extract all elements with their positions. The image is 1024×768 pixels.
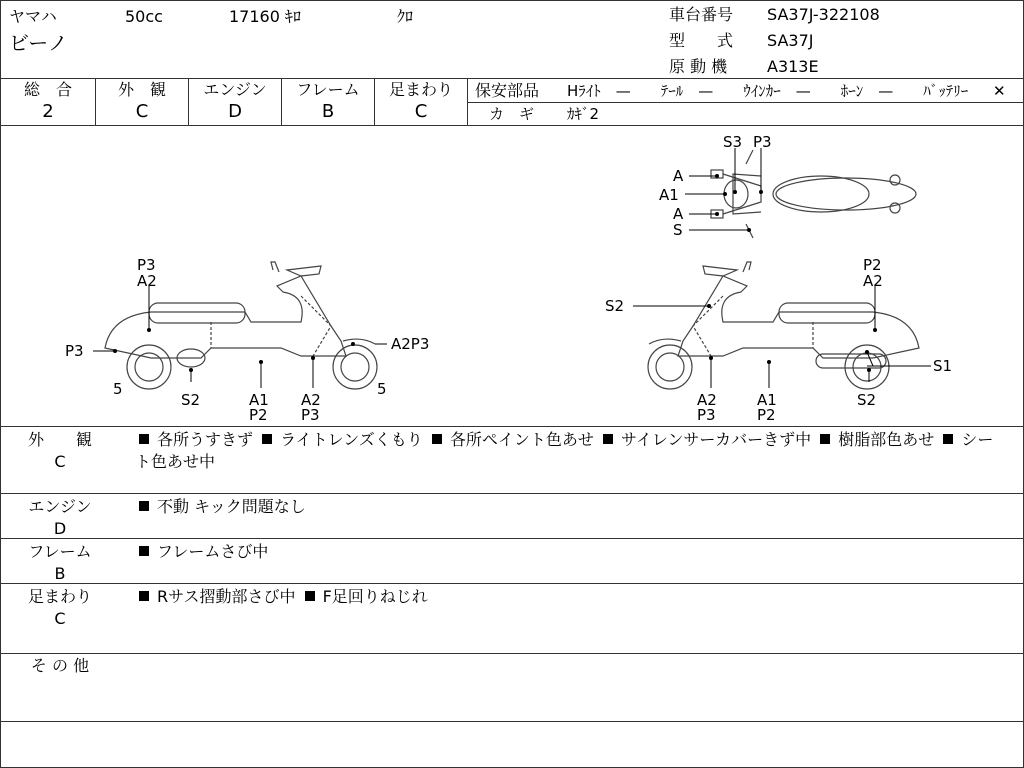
grade-suspension	[375, 79, 467, 125]
scooter-top-view	[711, 150, 916, 238]
label-a2: A2	[301, 391, 321, 409]
grade-label: 足まわり	[388, 80, 453, 99]
grade-value: C	[414, 101, 428, 122]
label-s2: S2	[857, 391, 877, 409]
suspension-notes	[135, 586, 1003, 608]
divider	[1, 721, 1023, 722]
divider	[1, 583, 1023, 584]
suspension-section-grade: C	[54, 609, 66, 628]
bullet	[139, 546, 149, 556]
engine-section-label: エンジン	[28, 497, 92, 516]
label-a: A	[673, 205, 684, 223]
other-section-label: そ の 他	[30, 656, 90, 675]
label-p2: P2	[249, 406, 268, 424]
divider	[1, 426, 1023, 427]
grade-overall	[1, 79, 95, 125]
grade-value: B	[321, 101, 335, 122]
leader-lines	[93, 148, 931, 388]
note-item: 不動 キック問題なし	[157, 497, 306, 516]
bullet	[139, 501, 149, 511]
label-s2: S2	[181, 391, 201, 409]
grade-label: 総 合	[23, 80, 72, 99]
bullet	[139, 591, 149, 601]
battery-status-mark: ✕	[993, 82, 1006, 100]
divider	[1, 538, 1023, 539]
bullet	[432, 434, 442, 444]
frame-section-grade: B	[54, 564, 66, 583]
engine-section-grade: D	[53, 519, 67, 538]
bullet	[139, 434, 149, 444]
label-a2p3: A2P3	[391, 335, 430, 353]
frame-no: SA37J-322108	[767, 5, 880, 24]
label-s2: S2	[605, 297, 625, 315]
label-a2: A2	[137, 272, 157, 290]
maker-name: ヤマハ	[9, 7, 57, 26]
engine-notes	[135, 496, 1003, 518]
note-item: 樹脂部色あせ	[838, 430, 935, 449]
damage-diagram	[1, 126, 1023, 426]
label-p3: P3	[697, 406, 716, 424]
label-s1: S1	[933, 357, 953, 375]
label-p3: P3	[753, 133, 772, 151]
body-color: ｸﾛ	[397, 7, 414, 26]
engine-label: 原 動 機	[669, 57, 728, 76]
divider	[1, 493, 1023, 494]
note-item: Rサス摺動部さび中	[157, 587, 296, 606]
divider	[1, 653, 1023, 654]
bullet	[603, 434, 613, 444]
note-item: サイレンサーカバーきず中	[620, 430, 812, 449]
label-a1: A1	[757, 391, 777, 409]
label-a1: A1	[659, 186, 679, 204]
grade-engine	[189, 79, 281, 125]
displacement: 50cc	[125, 7, 163, 26]
grade-label: 外 観	[117, 80, 166, 99]
key-label: カ ギ	[489, 105, 535, 123]
safety-parts-label: 保安部品	[475, 81, 540, 100]
grade-value: D	[228, 101, 242, 122]
label-a: A	[673, 167, 684, 185]
note-item: 各所うすきず	[157, 430, 254, 449]
model-name: ビーノ	[9, 31, 68, 55]
grade-value: 2	[42, 101, 54, 122]
label-p2: P2	[757, 406, 776, 424]
type-label: 型 式	[669, 31, 734, 50]
key-value: ｶｷﾞ2	[567, 105, 600, 123]
exterior-notes	[135, 429, 1003, 473]
type-value: SA37J	[767, 31, 814, 50]
bullet	[262, 434, 272, 444]
label-p3: P3	[65, 342, 84, 360]
bullet	[820, 434, 830, 444]
label-a2: A2	[697, 391, 717, 409]
label-5: 5	[377, 380, 387, 398]
label-s: S	[673, 221, 683, 239]
divider	[468, 102, 1023, 103]
label-a2: A2	[863, 272, 883, 290]
suspension-section-label: 足まわり	[27, 587, 92, 606]
grade-label: エンジン	[203, 80, 267, 99]
exterior-section-grade: C	[54, 452, 66, 471]
grade-value: C	[135, 101, 149, 122]
note-item: 各所ペイント色あせ	[449, 430, 594, 449]
damage-markers	[113, 174, 877, 372]
exterior-section-label: 外 観	[27, 430, 92, 449]
grade-label: フレーム	[296, 80, 360, 99]
label-a1: A1	[249, 391, 269, 409]
label-s3: S3	[723, 133, 743, 151]
grade-exterior	[96, 79, 188, 125]
grade-frame	[282, 79, 374, 125]
label-p3: P3	[137, 256, 156, 274]
mileage: 17160 ｷﾛ	[229, 7, 301, 26]
frame-no-label: 車台番号	[669, 5, 734, 24]
safety-parts-items: Hﾗｲﾄ — ﾃｰﾙ — ｳｲﾝｶｰ — ﾎｰﾝ — ﾊﾞｯﾃﾘｰ	[567, 82, 969, 100]
frame-section-label: フレーム	[28, 542, 92, 561]
frame-notes	[135, 541, 1003, 563]
note-item: ライトレンズくもり	[280, 430, 423, 449]
bullet	[943, 434, 953, 444]
label-p2: P2	[863, 256, 882, 274]
bullet	[305, 591, 315, 601]
note-item: フレームさび中	[157, 542, 269, 561]
engine-model: A313E	[767, 57, 819, 76]
note-item: シート色あせ中	[135, 430, 994, 471]
label-5: 5	[113, 380, 123, 398]
label-p3: P3	[301, 406, 320, 424]
note-item: F足回りねじれ	[322, 587, 428, 606]
